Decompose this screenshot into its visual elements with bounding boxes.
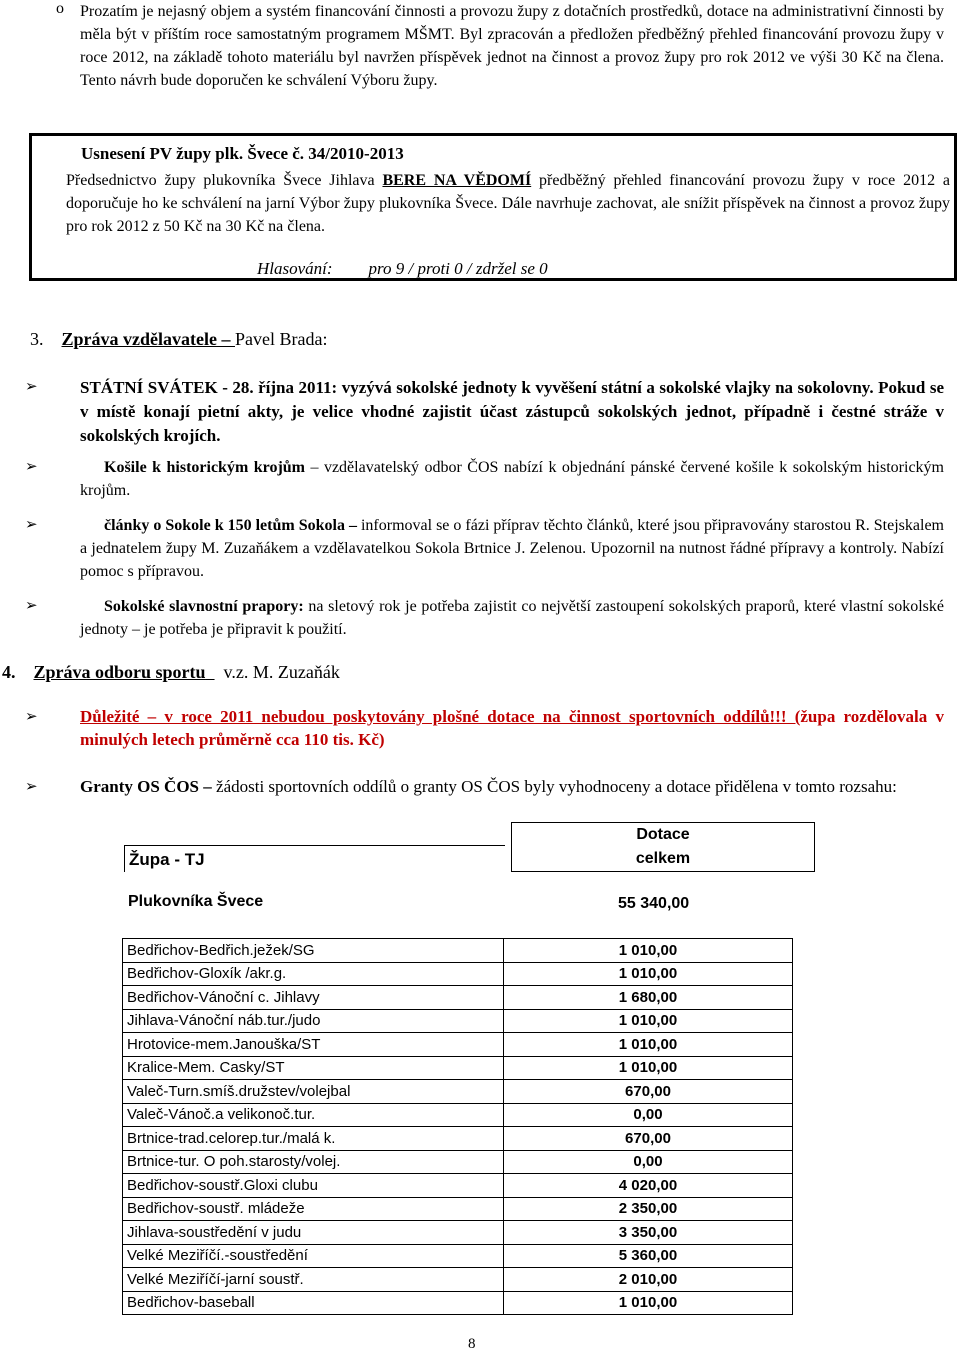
row-name-cell: Bedřichov-Vánoční c. Jihlavy xyxy=(123,986,504,1010)
item-kosile-rest: – vzdělavatelský odbor ČOS nabízí k objednání pánské červené košile k sokolským historickým krojům. xyxy=(80,459,944,499)
section-4-number: 4. xyxy=(2,662,16,682)
important-underlined: Důležité – v roce 2011 nebudou poskytovány plošné dotace na činnost sportovních oddílů!!! ( xyxy=(80,707,801,726)
item-clanky-rest: informoval se o fázi příprav těchto článků, které jsou připravovány starostou R. Stejskalem a jednatelem župy M. Zuzaňákem a vzdělavatelkou Sokola Brtnice J. Zelenou. Upozornil na nutnost řádné přípravy a kontroly. Nabízí pomoc s přípravou. xyxy=(80,517,944,580)
row-name-cell: Bedřichov-baseball xyxy=(123,1291,504,1315)
row-name-cell: Bedřichov-Gloxík /akr.g. xyxy=(123,962,504,986)
row-value-cell: 1 010,00 xyxy=(504,1033,793,1057)
row-name-cell: Brtnice-trad.celorep.tur./malá k. xyxy=(123,1127,504,1151)
table-row xyxy=(123,1221,793,1245)
item-clanky-bold: články o Sokole k 150 letům Sokola – xyxy=(104,517,357,534)
important-notice xyxy=(80,705,944,751)
row-value-cell: 0,00 xyxy=(504,1103,793,1127)
intro-paragraph: Prozatím je nejasný objem a systém financování činnosti a provozu župy z dotačních prostředků, dotace na administrativní činnosti by měla být v příštím roce samostatným programem MŠMT. Byl zpracován a předložen předběžný přehled financování provozu župy v roce 2012, na základě tohoto materiálu byl navržen příspěvek jednot na činnost a provoz župy pro rok 2012 ve výši 30 Kč na člena. Tento návrh bude doporučen ke schválení Výboru župy. xyxy=(80,3,944,89)
item-kosile-bold: Košile k historickým krojům xyxy=(104,459,306,476)
table-row xyxy=(123,1174,793,1198)
section-3-person: Pavel Brada: xyxy=(234,329,328,349)
resolution-body-end: předběžný přehled financování provozu župy v roce 2012 a doporučuje ho ke schválení na jarní Výbor župy plukovníka Švece. Dále navrhuje zachovat, ale snížit příspěvek na činnost a provoz župy pro rok 2012 z 50 Kč na 30 Kč na člena. xyxy=(66,172,951,235)
page-number: 8 xyxy=(468,1336,476,1352)
resolution-body xyxy=(66,169,950,238)
resolution-vote xyxy=(257,259,548,279)
section-4-person: v.z. M. Zuzaňák xyxy=(223,662,340,682)
arrow-bullet-icon: ➢ xyxy=(25,379,38,395)
section-3-title-group xyxy=(62,329,235,349)
col-header-dotace-line2: celkem xyxy=(635,850,691,867)
row-value-cell: 1 010,00 xyxy=(504,1056,793,1080)
table-row xyxy=(123,986,793,1010)
section-3-dash: – xyxy=(216,329,235,349)
section-3-number: 3. xyxy=(30,329,44,349)
row-name-cell: Bedřichov-soustř.Gloxi clubu xyxy=(123,1174,504,1198)
resolution-emphasis: BERE NA VĚDOMÍ xyxy=(382,172,532,189)
bullet-o-marker: o xyxy=(56,0,64,17)
row-value-cell: 1 010,00 xyxy=(504,1291,793,1315)
col-header-zupa: Župa - TJ xyxy=(124,845,505,872)
table-row xyxy=(123,939,793,963)
row-name-cell: Jihlava-soustředění v judu xyxy=(123,1221,504,1245)
row-name-cell: Jihlava-Vánoční náb.tur./judo xyxy=(123,1009,504,1033)
section-4-title: Zpráva odboru sportu xyxy=(33,662,206,682)
row-value-cell: 1 010,00 xyxy=(504,939,793,963)
row-value-cell: 0,00 xyxy=(504,1150,793,1174)
resolution-box xyxy=(29,133,957,281)
resolution-title: Usnesení PV župy plk. Švece č. 34/2010-2013 xyxy=(81,144,404,163)
row-name-cell: Velké Meziříčí.-soustředění xyxy=(123,1244,504,1268)
row-name-cell: Velké Meziříčí-jarní soustř. xyxy=(123,1268,504,1292)
grants-table xyxy=(122,938,793,1315)
row-name-cell: Valeč-Vánoč.a velikonoč.tur. xyxy=(123,1103,504,1127)
arrow-bullet-icon: ➢ xyxy=(25,779,38,795)
col-header-dotace-line1: Dotace xyxy=(636,826,690,843)
row-value-cell: 2 010,00 xyxy=(504,1268,793,1292)
table-row xyxy=(123,1080,793,1104)
arrow-bullet-icon: ➢ xyxy=(25,459,38,475)
section-4-heading xyxy=(2,662,340,683)
list-item-kosile xyxy=(80,456,944,502)
list-item-clanky xyxy=(80,514,944,583)
grants-table-header xyxy=(118,822,815,872)
summary-zupa-value: 55 340,00 xyxy=(618,895,690,912)
arrow-bullet-icon: ➢ xyxy=(25,709,38,725)
list-item-prapory xyxy=(80,595,944,641)
section-3-heading xyxy=(30,329,327,350)
vote-label: Hlasování: xyxy=(257,259,333,278)
row-value-cell: 1 010,00 xyxy=(504,1009,793,1033)
section-3-title: Zpráva vzdělavatele xyxy=(61,329,217,349)
table-row xyxy=(123,962,793,986)
item-prapory-rest: na sletový rok je potřeba zajistit co největší zastoupení sokolských praporů, které vlastní sokolské jednoty – je potřeba je připravit k použití. xyxy=(80,598,945,638)
table-row xyxy=(123,1268,793,1292)
arrow-bullet-icon: ➢ xyxy=(25,517,38,533)
table-row xyxy=(123,1103,793,1127)
summary-zupa-name: Plukovníka Švece xyxy=(128,893,264,910)
row-value-cell: 670,00 xyxy=(504,1127,793,1151)
item-statni-svatek-text: STÁTNÍ SVÁTEK - 28. října 2011: vyzývá sokolské jednoty k vyvěšení státní a sokolské vlajky na sokolovny. Pokud se v místě konají pietní akty, je velice vhodné zajistit účast zástupců sokolských jednot, případně i čestné stráže v sokolských krojích. xyxy=(80,378,944,445)
table-row xyxy=(123,1033,793,1057)
table-row xyxy=(123,1127,793,1151)
row-value-cell: 3 350,00 xyxy=(504,1221,793,1245)
row-name-cell: Brtnice-tur. O poh.starosty/volej. xyxy=(123,1150,504,1174)
arrow-bullet-icon: ➢ xyxy=(25,598,38,614)
row-name-cell: Kralice-Mem. Casky/ST xyxy=(123,1056,504,1080)
row-value-cell: 5 360,00 xyxy=(504,1244,793,1268)
table-row xyxy=(123,1056,793,1080)
resolution-body-start: Předsednictvo župy plukovníka Švece Jihlava xyxy=(66,172,383,189)
row-name-cell: Bedřichov-soustř. mládeže xyxy=(123,1197,504,1221)
grants-bold: Granty OS ČOS – xyxy=(80,777,212,796)
col-header-dotace xyxy=(512,823,815,872)
grants-paragraph xyxy=(80,775,944,798)
row-value-cell: 1 680,00 xyxy=(504,986,793,1010)
row-name-cell: Bedřichov-Bedřich.ježek/SG xyxy=(123,939,504,963)
list-item-statni-svatek xyxy=(80,376,944,448)
grants-rest: žádosti sportovních oddílů o granty OS ČOS byly vyhodnoceny a dotace přidělena v tomto rozsahu: xyxy=(211,777,897,796)
row-name-cell: Valeč-Turn.smíš.družstev/volejbal xyxy=(123,1080,504,1104)
table-row xyxy=(123,1244,793,1268)
important-rest: župa rozdělovala v minulých letech průměrně cca 110 tis. Kč) xyxy=(80,707,944,749)
item-prapory-bold: Sokolské slavnostní prapory: xyxy=(104,598,304,615)
table-row xyxy=(123,1009,793,1033)
vote-result: pro 9 / proti 0 / zdržel se 0 xyxy=(368,259,548,278)
table-row xyxy=(123,1150,793,1174)
row-value-cell: 2 350,00 xyxy=(504,1197,793,1221)
row-value-cell: 4 020,00 xyxy=(504,1174,793,1198)
row-value-cell: 670,00 xyxy=(504,1080,793,1104)
table-row xyxy=(123,1291,793,1315)
row-name-cell: Hrotovice-mem.Janouška/ST xyxy=(123,1033,504,1057)
table-row xyxy=(123,1197,793,1221)
row-value-cell: 1 010,00 xyxy=(504,962,793,986)
